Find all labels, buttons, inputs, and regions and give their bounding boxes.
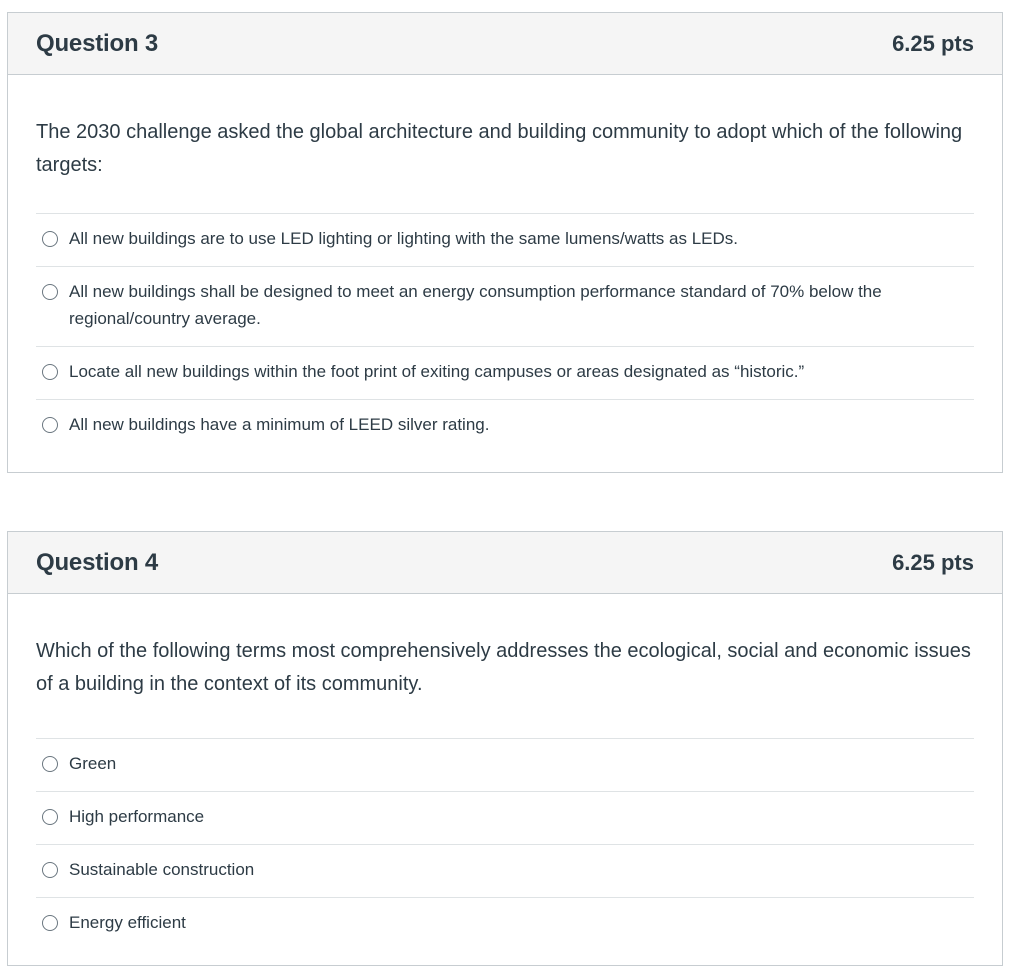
radio-button[interactable] bbox=[42, 417, 58, 433]
question-4-card bbox=[7, 531, 1003, 966]
answer-label[interactable]: All new buildings are to use LED lighting or lighting with the same lumens/watts as LEDs. bbox=[69, 229, 739, 248]
answer-label[interactable]: Green bbox=[69, 754, 117, 773]
question-text: Which of the following terms most comprehensively addresses the ecological, social and economic issues of a building in the context of its community. bbox=[36, 640, 971, 695]
answer-option[interactable] bbox=[36, 399, 974, 452]
answer-label[interactable]: All new buildings shall be designed to meet an energy consumption performance standard of 70% below the regional/country average. bbox=[69, 282, 882, 328]
answer-label[interactable]: High performance bbox=[69, 807, 205, 826]
answer-option[interactable] bbox=[36, 844, 974, 897]
radio-button[interactable] bbox=[42, 364, 58, 380]
answer-label[interactable]: All new buildings have a minimum of LEED silver rating. bbox=[69, 415, 490, 434]
answer-list bbox=[36, 738, 974, 950]
question-points: 6.25 pts bbox=[892, 30, 974, 56]
question-body bbox=[8, 594, 1002, 950]
question-header bbox=[8, 13, 1002, 75]
answer-option[interactable] bbox=[36, 266, 974, 346]
radio-button[interactable] bbox=[42, 915, 58, 931]
radio-button[interactable] bbox=[42, 231, 58, 247]
answer-option[interactable] bbox=[36, 897, 974, 950]
radio-button[interactable] bbox=[42, 809, 58, 825]
answer-option[interactable] bbox=[36, 213, 974, 266]
question-points: 6.25 pts bbox=[892, 549, 974, 575]
answer-option[interactable] bbox=[36, 791, 974, 844]
answer-label[interactable]: Locate all new buildings within the foot print of exiting campuses or areas designated as “historic.” bbox=[69, 362, 805, 381]
radio-button[interactable] bbox=[42, 756, 58, 772]
question-text: The 2030 challenge asked the global architecture and building community to adopt which of the following targets: bbox=[36, 121, 963, 176]
radio-button[interactable] bbox=[42, 862, 58, 878]
answer-label[interactable]: Energy efficient bbox=[69, 913, 186, 932]
answer-list bbox=[36, 213, 974, 452]
answer-option[interactable] bbox=[36, 738, 974, 791]
question-title: Question 3 bbox=[36, 29, 159, 57]
answer-option[interactable] bbox=[36, 346, 974, 399]
question-3-card bbox=[7, 12, 1003, 473]
question-header bbox=[8, 532, 1002, 594]
question-body bbox=[8, 75, 1002, 452]
radio-button[interactable] bbox=[42, 284, 58, 300]
answer-label[interactable]: Sustainable construction bbox=[69, 860, 255, 879]
question-title: Question 4 bbox=[36, 548, 159, 576]
